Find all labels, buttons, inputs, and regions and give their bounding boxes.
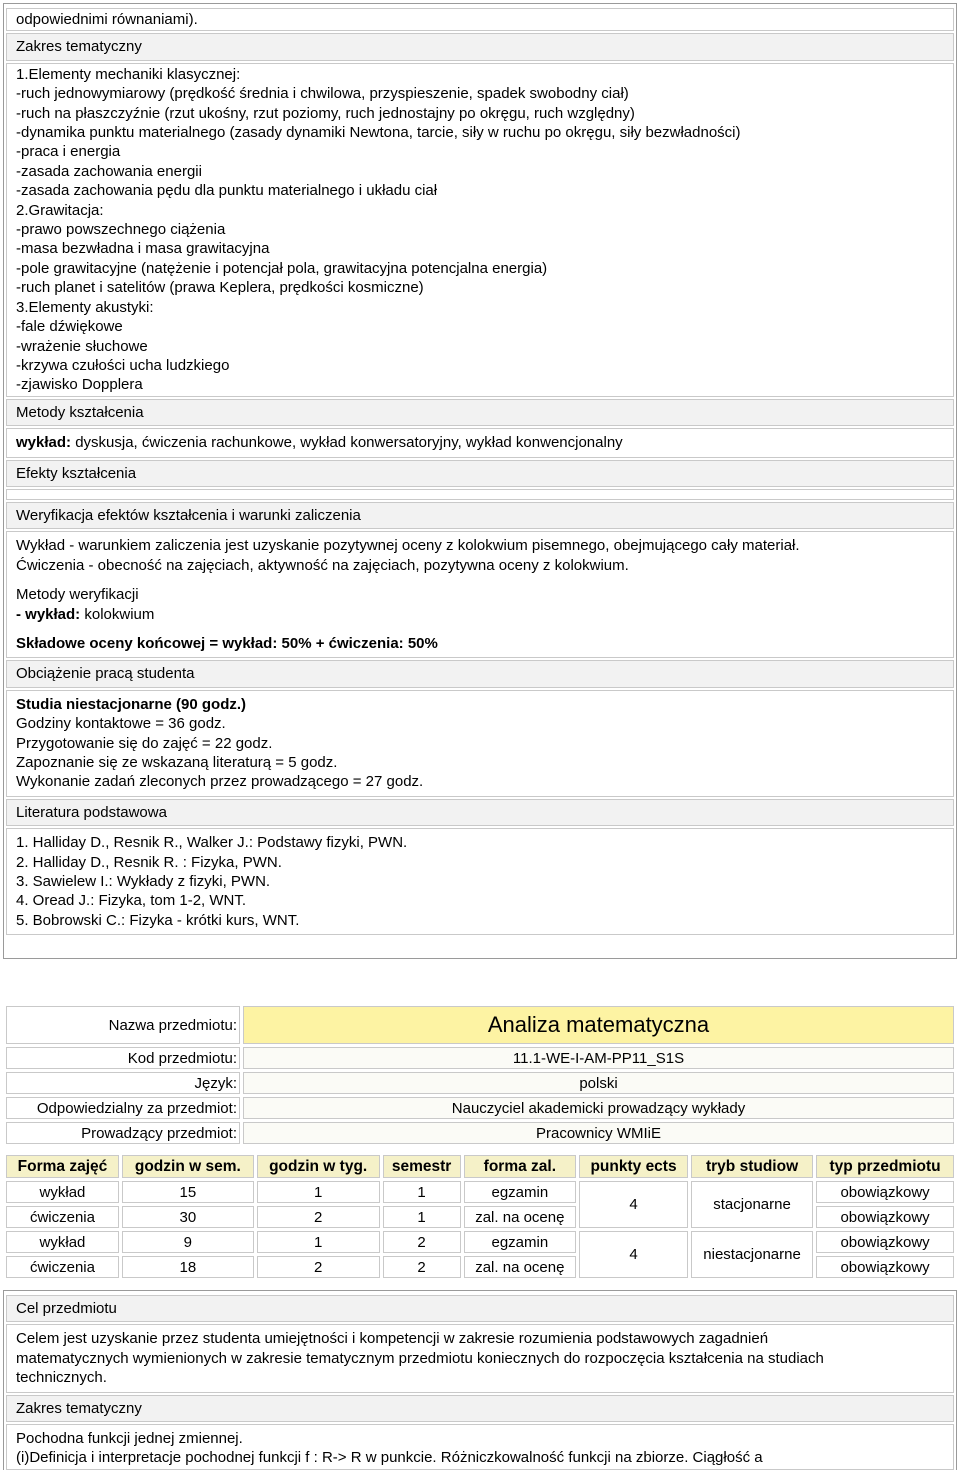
zakres2-content <box>6 1424 954 1470</box>
zakres-line: -prawo powszechnego ciążenia <box>16 221 226 239</box>
info-row-nazwa <box>6 1006 954 1044</box>
zakres-line: -ruch jednowymiarowy (prędkość średnia i chwilowa, przyspieszenie, spadek swobodny ciał) <box>16 85 629 103</box>
zakres-content <box>6 63 954 397</box>
zakres-line: -zasada zachowania pędu dla punktu materialnego i układu ciał <box>16 182 438 200</box>
metody-heading <box>6 399 954 426</box>
zakres2-line: Pochodna funkcji jednej zmiennej. <box>16 1430 243 1448</box>
cell-forma-zal: zal. na ocenę <box>464 1256 576 1278</box>
kod-value: 11.1-WE-I-AM-PP11_S1S <box>243 1047 954 1069</box>
efekty-content <box>6 489 954 500</box>
weryfikacja-heading-text: Weryfikacja efektów kształcenia i warunki zaliczenia <box>16 506 361 524</box>
info-row-kod <box>6 1047 954 1069</box>
zakres-line: -fale dźwiękowe <box>16 318 123 336</box>
cell-semestr: 2 <box>383 1256 461 1278</box>
zakres-line: 3.Elementy akustyki: <box>16 298 154 316</box>
cell-tryb: stacjonarne <box>691 1181 813 1228</box>
cell-forma-zal: egzamin <box>464 1231 576 1253</box>
cell-godzin-tyg: 1 <box>257 1231 380 1253</box>
studia-niestacjonarne: Studia niestacjonarne (90 godz.) <box>16 695 247 713</box>
cell-godzin-tyg: 2 <box>257 1206 380 1228</box>
info-row-jezyk <box>6 1072 954 1094</box>
weryfikacja-line: Wykład - warunkiem zaliczenia jest uzyskanie pozytywnej oceny z kolokwium pisemnego, obejmującego cały materiał. <box>16 537 800 555</box>
zakres-heading <box>6 33 954 60</box>
obciazenie-content <box>6 690 954 797</box>
cell-typ: obowiązkowy <box>816 1256 954 1278</box>
cell-forma: ćwiczenia <box>6 1206 119 1228</box>
col-header: godzin w tyg. <box>257 1155 380 1178</box>
metody-text: dyskusja, ćwiczenia rachunkowe, wykład konwersatoryjny, wykład konwencjonalny <box>71 434 623 452</box>
col-header: Forma zajęć <box>6 1155 119 1178</box>
metody-heading-text: Metody kształcenia <box>16 403 144 421</box>
odpowiedzialny-value: Nauczyciel akademicki prowadzący wykłady <box>243 1097 954 1119</box>
zakres-line: -praca i energia <box>16 143 121 161</box>
nazwa-label: Nazwa przedmiotu: <box>6 1006 240 1044</box>
obciazenie-heading <box>6 660 954 687</box>
cell-godzin-tyg: 1 <box>257 1181 380 1203</box>
obciazenie-heading-text: Obciążenie pracą studenta <box>16 665 195 683</box>
literatura-heading <box>6 799 954 826</box>
weryfikacja-heading <box>6 502 954 529</box>
efekty-heading <box>6 460 954 487</box>
zakres2-line: (i)Definicja i interpretacje pochodnej funkcji f : R-> R w punkcie. Różniczkowalność funkcji na zbiorze. Ciągłość a <box>16 1449 763 1467</box>
literatura-line: 2. Halliday D., Resnik R. : Fizyka, PWN. <box>16 853 282 871</box>
zakres-line: -zjawisko Dopplera <box>16 376 143 394</box>
obciazenie-line: Wykonanie zadań zleconych przez prowadzącego = 27 godz. <box>16 773 424 791</box>
col-header: tryb studiow <box>691 1155 813 1178</box>
col-header: forma zal. <box>464 1155 576 1178</box>
cell-typ: obowiązkowy <box>816 1231 954 1253</box>
metody-weryfikacji-line <box>16 605 944 624</box>
cell-ects: 4 <box>579 1231 688 1278</box>
zakres-line: -ruch planet i satelitów (prawa Keplera, prędkości kosmiczne) <box>16 279 424 297</box>
weryfikacja-line: Ćwiczenia - obecność na zajęciach, aktywność na zajęciach, pozytywna oceny z kolokwium. <box>16 556 629 574</box>
zakres2-heading <box>6 1395 954 1422</box>
cell-forma: wykład <box>6 1181 119 1203</box>
subject-card-analiza <box>3 1290 957 1470</box>
odpowiedzialny-label: Odpowiedzialny za przedmiot: <box>6 1097 240 1119</box>
efekty-heading-text: Efekty kształcenia <box>16 464 137 482</box>
cel-line: Celem jest uzyskanie przez studenta umiejętności i kompetencji w zakresie rozumienia podstawowych zagadnień <box>16 1330 769 1348</box>
zakres-line: -ruch na płaszczyźnie (rzut ukośny, rzut poziomy, ruch jednostajny po okręgu, ruch względny) <box>16 104 635 122</box>
metody-content <box>6 428 954 457</box>
cell-forma-zal: egzamin <box>464 1181 576 1203</box>
kod-label: Kod przedmiotu: <box>6 1047 240 1069</box>
zakres-line: -zasada zachowania energii <box>16 162 202 180</box>
jezyk-value: polski <box>243 1072 954 1094</box>
zakres-line: -dynamika punktu materialnego (zasady dynamiki Newtona, tarcie, siły w ruchu po okręgu, siły bezwładności) <box>16 124 741 142</box>
prowadzacy-value: Pracownicy WMIiE <box>243 1122 954 1144</box>
intro-text: odpowiednimi równaniami). <box>16 11 198 28</box>
literatura-heading-text: Literatura podstawowa <box>16 803 167 821</box>
col-header: godzin w sem. <box>122 1155 254 1178</box>
metody-line <box>16 433 944 452</box>
cell-tryb: niestacjonarne <box>691 1231 813 1278</box>
cel-line: matematycznych wymienionych w zakresie tematycznym przedmiotu koniecznych do rozpoczęcia kształcenia na studiach <box>16 1349 824 1367</box>
col-header: semestr <box>383 1155 461 1178</box>
forms-table <box>3 1152 957 1281</box>
col-header: typ przedmiotu <box>816 1155 954 1178</box>
cell-forma: wykład <box>6 1231 119 1253</box>
cell-forma: ćwiczenia <box>6 1256 119 1278</box>
cell-typ: obowiązkowy <box>816 1181 954 1203</box>
cell-godzin-sem: 18 <box>122 1256 254 1278</box>
cell-semestr: 1 <box>383 1181 461 1203</box>
cell-semestr: 2 <box>383 1231 461 1253</box>
obciazenie-line: Zapoznanie się ze wskazaną literaturą = 5 godz. <box>16 754 338 771</box>
metody-weryfikacji-label: Metody weryfikacji <box>16 586 139 604</box>
cell-godzin-sem: 15 <box>122 1181 254 1203</box>
literatura-line: 3. Sawielew I.: Wykłady z fizyki, PWN. <box>16 873 271 891</box>
cell-semestr: 1 <box>383 1206 461 1228</box>
zakres-line: -masa bezwładna i masa grawitacyjna <box>16 240 270 258</box>
literatura-line: 5. Bobrowski C.: Fizyka - krótki kurs, WNT. <box>16 911 300 929</box>
cell-forma-zal: zal. na ocenę <box>464 1206 576 1228</box>
obciazenie-line: Godziny kontaktowe = 36 godz. <box>16 715 226 733</box>
zakres2-heading-text: Zakres tematyczny <box>16 1399 142 1417</box>
cell-godzin-sem: 9 <box>122 1231 254 1253</box>
literatura-line: 4. Oread J.: Fizyka, tom 1-2, WNT. <box>16 892 247 910</box>
zakres-line: -krzywa czułości ucha ludzkiego <box>16 356 230 374</box>
cel-heading-text: Cel przedmiotu <box>16 1300 117 1317</box>
cel-heading <box>6 1295 954 1322</box>
metody-weryfikacji-text: kolokwium <box>80 605 155 623</box>
cell-ects: 4 <box>579 1181 688 1228</box>
subject-info-table <box>3 1003 957 1147</box>
cel-content <box>6 1324 954 1392</box>
intro-row <box>6 8 954 31</box>
cell-typ: obowiązkowy <box>816 1206 954 1228</box>
cell-godzin-tyg: 2 <box>257 1256 380 1278</box>
cel-line: technicznych. <box>16 1369 107 1387</box>
zakres-line: -pole grawitacyjne (natężenie i potencjał pola, grawitacyjna potencjalna energia) <box>16 259 548 277</box>
info-row-prowadzacy <box>6 1122 954 1144</box>
literatura-content <box>6 828 954 935</box>
subject-card-physics <box>3 3 957 959</box>
cell-godzin-sem: 30 <box>122 1206 254 1228</box>
jezyk-label: Język: <box>6 1072 240 1094</box>
metody-label: wykład: <box>16 434 72 452</box>
skladowe-oceny: Składowe oceny końcowej = wykład: 50% + ćwiczenia: 50% <box>16 634 438 652</box>
col-header: punkty ects <box>579 1155 688 1178</box>
table-row <box>6 1181 954 1203</box>
zakres-heading-text: Zakres tematyczny <box>16 38 142 56</box>
weryfikacja-content <box>6 531 954 658</box>
prowadzacy-label: Prowadzący przedmiot: <box>6 1122 240 1144</box>
info-row-odpowiedzialny <box>6 1097 954 1119</box>
obciazenie-line: Przygotowanie się do zajęć = 22 godz. <box>16 734 273 752</box>
literatura-line: 1. Halliday D., Resnik R., Walker J.: Podstawy fizyki, PWN. <box>16 834 408 852</box>
zakres-line: -wrażenie słuchowe <box>16 337 148 355</box>
zakres-line: 1.Elementy mechaniki klasycznej: <box>16 65 241 83</box>
forms-header-row <box>6 1155 954 1178</box>
table-row <box>6 1231 954 1253</box>
metody-weryfikacji-bold: - wykład: <box>16 605 81 623</box>
subject-title: Analiza matematyczna <box>243 1006 954 1044</box>
zakres-line: 2.Grawitacja: <box>16 201 104 219</box>
